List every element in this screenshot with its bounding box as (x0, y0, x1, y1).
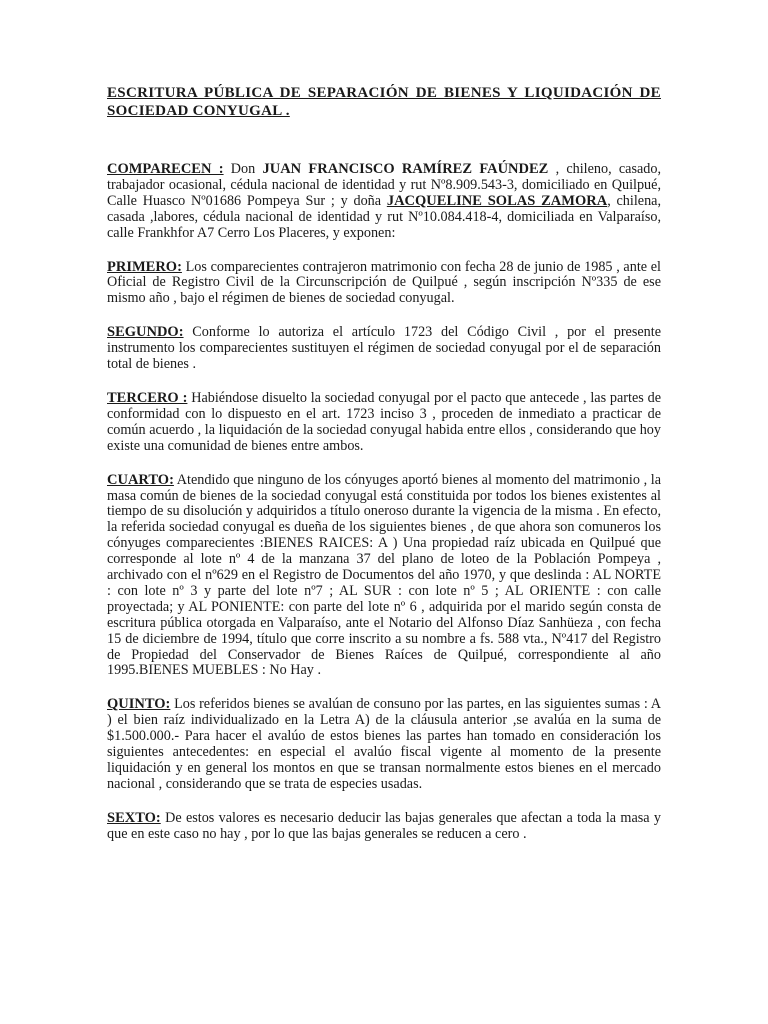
sexto-text: De estos valores es necesario deducir las bajas generales que afectan a toda la masa y que en este caso no hay , por lo que las bajas generales se reducen a cero . (107, 809, 661, 842)
primero-text: Los comparecientes contrajeron matrimonio con fecha 28 de junio de 1985 , ante el Oficial de Registro Civil de la Circunscripción de Quilpué , según inscripción Nº335 de ese mismo año , bajo el régimen de bienes de sociedad conyugal. (107, 258, 661, 307)
comparecen-text-3: , chilena, casada ,labores, cédula nacional de identidad y rut Nº10.084.418-4, domiciliada en Valparaíso, calle Frankhfor A7 Cerro Los Placeres, y exponen: (107, 192, 662, 241)
paragraph-primero (107, 260, 661, 308)
comparecen-heading: COMPARECEN : (107, 161, 224, 177)
document-title-text: ESCRITURA PÚBLICA DE SEPARACIÓN DE BIENES Y LIQUIDACIÓN DE SOCIEDAD CONYUGAL . (107, 85, 661, 119)
tercero-heading: TERCERO : (107, 389, 188, 406)
sexto-heading: SEXTO: (107, 809, 161, 826)
paragraph-sexto (107, 811, 661, 843)
primero-heading: PRIMERO: (107, 258, 182, 275)
party-name-2: JACQUELINE SOLAS ZAMORA (386, 192, 608, 209)
segundo-heading: SEGUNDO: (107, 324, 184, 341)
quinto-heading: QUINTO: (107, 696, 171, 713)
comparecen-text-2: , chileno, casado, trabajador ocasional, cédula nacional de identidad y rut Nº8.909.543-3, domiciliado en Quilpué, Calle Huasco Nº01686 Pompeya Sur ; y doña (107, 161, 662, 209)
comparecen-text-1: Don (223, 161, 263, 177)
cuarto-text: Atendido que ninguno de los cónyuges aportó bienes al momento del matrimonio , la masa común de bienes de la sociedad conyugal está constituida por todos los bienes existentes al tiempo de su disolución y adquiridos a título oneroso durante la vigencia de la misma . En efecto, la referida sociedad conyugal es dueña de los siguientes bienes , de que ahora son comuneros los cónyuges comparecientes :BIENES RAICES: A ) Una propiedad raíz ubicada en Quilpué que corresponde al lote nº 4 de la manzana 37 del plano de loteo de la Población Pompeya , archivado con el nº629 en el Registro de Documentos del año 1970, y que deslinda : AL NORTE : con lote nº 3 y parte del lote nº7 ; AL SUR : con lote nº 5 ; AL ORIENTE : con calle proyectada; y AL PONIENTE: con parte del lote nº 6 , adquirida por el marido según consta de escritura pública otorgada en Valparaíso, ante el Notario del Alfonso Díaz Sanhüeza , con fecha 15 de diciembre de 1994, título que corre inscrito a su nombre a fs. 588 vta., Nº417 del Registro de Propiedad del Conservador de Bienes Raíces de Quilpué, correspondiente al año 1995.BIENES MUEBLES : No Hay . (107, 471, 661, 679)
tercero-text: Habiéndose disuelto la sociedad conyugal por el pacto que antecede , las partes de conformidad con lo dispuesto en el art. 1723 inciso 3 , proceden de inmediato a practicar de común acuerdo , la liquidación de la sociedad conyugal habida entre ellos , considerando que hoy existe una comunidad de bienes entre ambos. (107, 389, 661, 454)
document-page (107, 84, 661, 861)
paragraph-segundo (107, 325, 661, 373)
party-name-1: JUAN FRANCISCO RAMÍREZ FAÚNDEZ (262, 161, 549, 177)
cuarto-heading: CUARTO: (107, 471, 174, 488)
quinto-text: Los referidos bienes se avalúan de consuno por las partes, en las siguientes sumas : A ) el bien raíz individualizado en la Letra A) de la cláusula anterior ,se avalúa en la suma de $1.500.000.- Para hacer el avalúo de estos bienes las partes han tomado en consideración los siguientes antecedentes: en especial el avalúo fiscal vigente al momento de la presente liquidación y en general los montos en que se transan normalmente estos bienes en el mercado nacional , considerando que se trata de especies usadas. (107, 696, 661, 792)
document-title (107, 84, 661, 120)
paragraph-tercero (107, 391, 661, 455)
segundo-text: Conforme lo autoriza el artículo 1723 del Código Civil , por el presente instrumento los comparecientes sustituyen el régimen de sociedad conyugal por el de separación total de bienes . (107, 324, 661, 373)
paragraph-quinto (107, 697, 661, 792)
paragraph-cuarto (107, 473, 661, 680)
paragraph-comparecen (107, 162, 661, 242)
